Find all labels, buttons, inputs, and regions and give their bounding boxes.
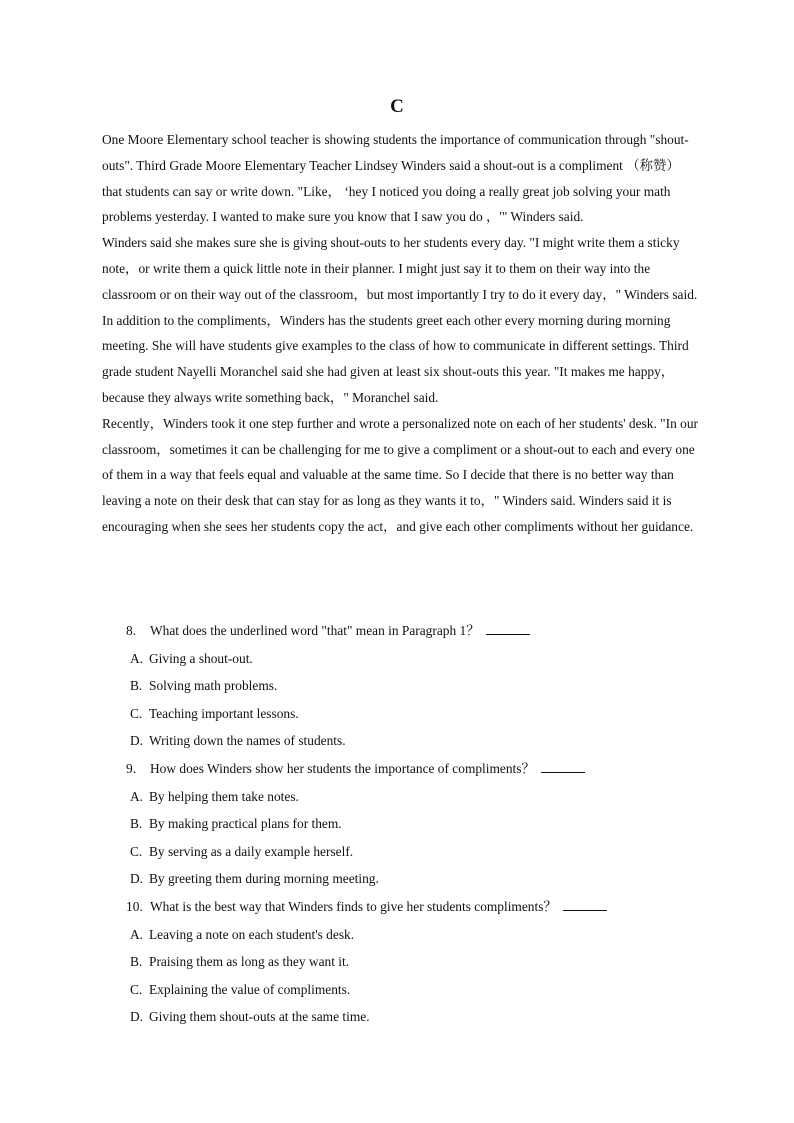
paragraph-1: One Moore Elementary school teacher is showing students the importance of communication through "shout-outs". Third Grade Moore Elementary Teacher Lindsey Winders said a shout-out is a compliment （称赞） that students can say or write down. "Like， ‘hey I noticed you doing a really great job solving your math problems yesterday. I wanted to make sure you know that I saw you do ，'" Winders said. [102, 132, 689, 225]
option-text: By greeting them during morning meeting. [149, 871, 379, 887]
question-9 [102, 755, 698, 783]
option-text: Leaving a note on each student's desk. [149, 926, 355, 942]
option-10c[interactable] [102, 976, 698, 1004]
option-letter: D. [130, 871, 144, 887]
option-letter: A. [130, 788, 144, 804]
answer-blank[interactable] [563, 897, 607, 911]
option-text: Teaching important lessons. [149, 705, 299, 721]
question-list [102, 617, 698, 1031]
question-number: 9. [126, 760, 137, 776]
reading-passage [102, 127, 698, 540]
option-text: By helping them take notes. [149, 788, 299, 804]
option-10a[interactable] [102, 921, 698, 949]
option-letter: A. [130, 650, 144, 666]
option-letter: D. [130, 1009, 144, 1025]
answer-blank[interactable] [486, 621, 530, 635]
option-letter: A. [130, 926, 144, 942]
question-text: What does the underlined word "that" mean in Paragraph 1？ [150, 623, 480, 638]
option-text: Praising them as long as they want it. [149, 954, 350, 970]
option-text: Solving math problems. [149, 678, 278, 694]
option-10d[interactable] [102, 1003, 698, 1031]
option-8a[interactable] [102, 645, 698, 673]
paragraph-2: Winders said she makes sure she is giving shout-outs to her students every day. "I might write them a sticky note，or write them a quick little note in their planner. I might just say it to them on their way into the classroom or on their way out of the classroom，but most importantly I try to do it every day，" Winders said. [102, 235, 698, 302]
question-8 [102, 617, 698, 645]
option-text: By making practical plans for them. [149, 816, 342, 832]
question-text: What is the best way that Winders finds to give her students compliments？ [150, 898, 557, 914]
option-8b[interactable] [102, 672, 698, 700]
question-number: 8. [126, 623, 137, 638]
option-letter: C. [130, 981, 143, 997]
option-letter: C. [130, 843, 143, 859]
option-9b[interactable] [102, 810, 698, 838]
answer-blank[interactable] [541, 759, 585, 773]
option-text: By serving as a daily example herself. [149, 843, 354, 859]
option-9d[interactable] [102, 865, 698, 893]
option-9a[interactable] [102, 783, 698, 811]
option-text: Explaining the value of compliments. [149, 981, 351, 997]
question-number: 10. [126, 898, 143, 914]
option-text: Giving them shout-outs at the same time. [149, 1009, 370, 1025]
question-10 [102, 893, 698, 921]
question-text: How does Winders show her students the importance of compliments？ [150, 760, 535, 776]
option-10b[interactable] [102, 948, 698, 976]
section-title: C [390, 96, 404, 117]
option-letter: B. [130, 954, 143, 970]
option-8d[interactable] [102, 727, 698, 755]
option-9c[interactable] [102, 838, 698, 866]
option-text: Writing down the names of students. [149, 733, 346, 749]
option-letter: C. [130, 705, 143, 721]
option-text: Giving a shout-out. [149, 650, 253, 666]
option-8c[interactable] [102, 700, 698, 728]
option-letter: B. [130, 816, 143, 832]
paragraph-3: In addition to the compliments，Winders has the students greet each other every morning during morning meeting. She will have students give examples to the class of how to communicate in different settings. Third grade student Nayelli Moranchel said she had given at least six shout-outs this year. "It makes me happy，because they always write something back，" Moranchel said. [102, 312, 689, 405]
paragraph-4: Recently，Winders took it one step further and wrote a personalized note on each of her students' desk. "In our classroom，sometimes it can be challenging for me to give a compliment or a shout-out to each and every one of them in a way that feels equal and valuable at the same time. So I decide that there is no better way than leaving a note on their desk that can stay for as long as they wants it to，" Winders said. Winders said it is encouraging when she sees her students copy the act，and give each other compliments without her guidance. [102, 415, 698, 534]
option-letter: B. [130, 678, 143, 694]
option-letter: D. [130, 733, 144, 749]
